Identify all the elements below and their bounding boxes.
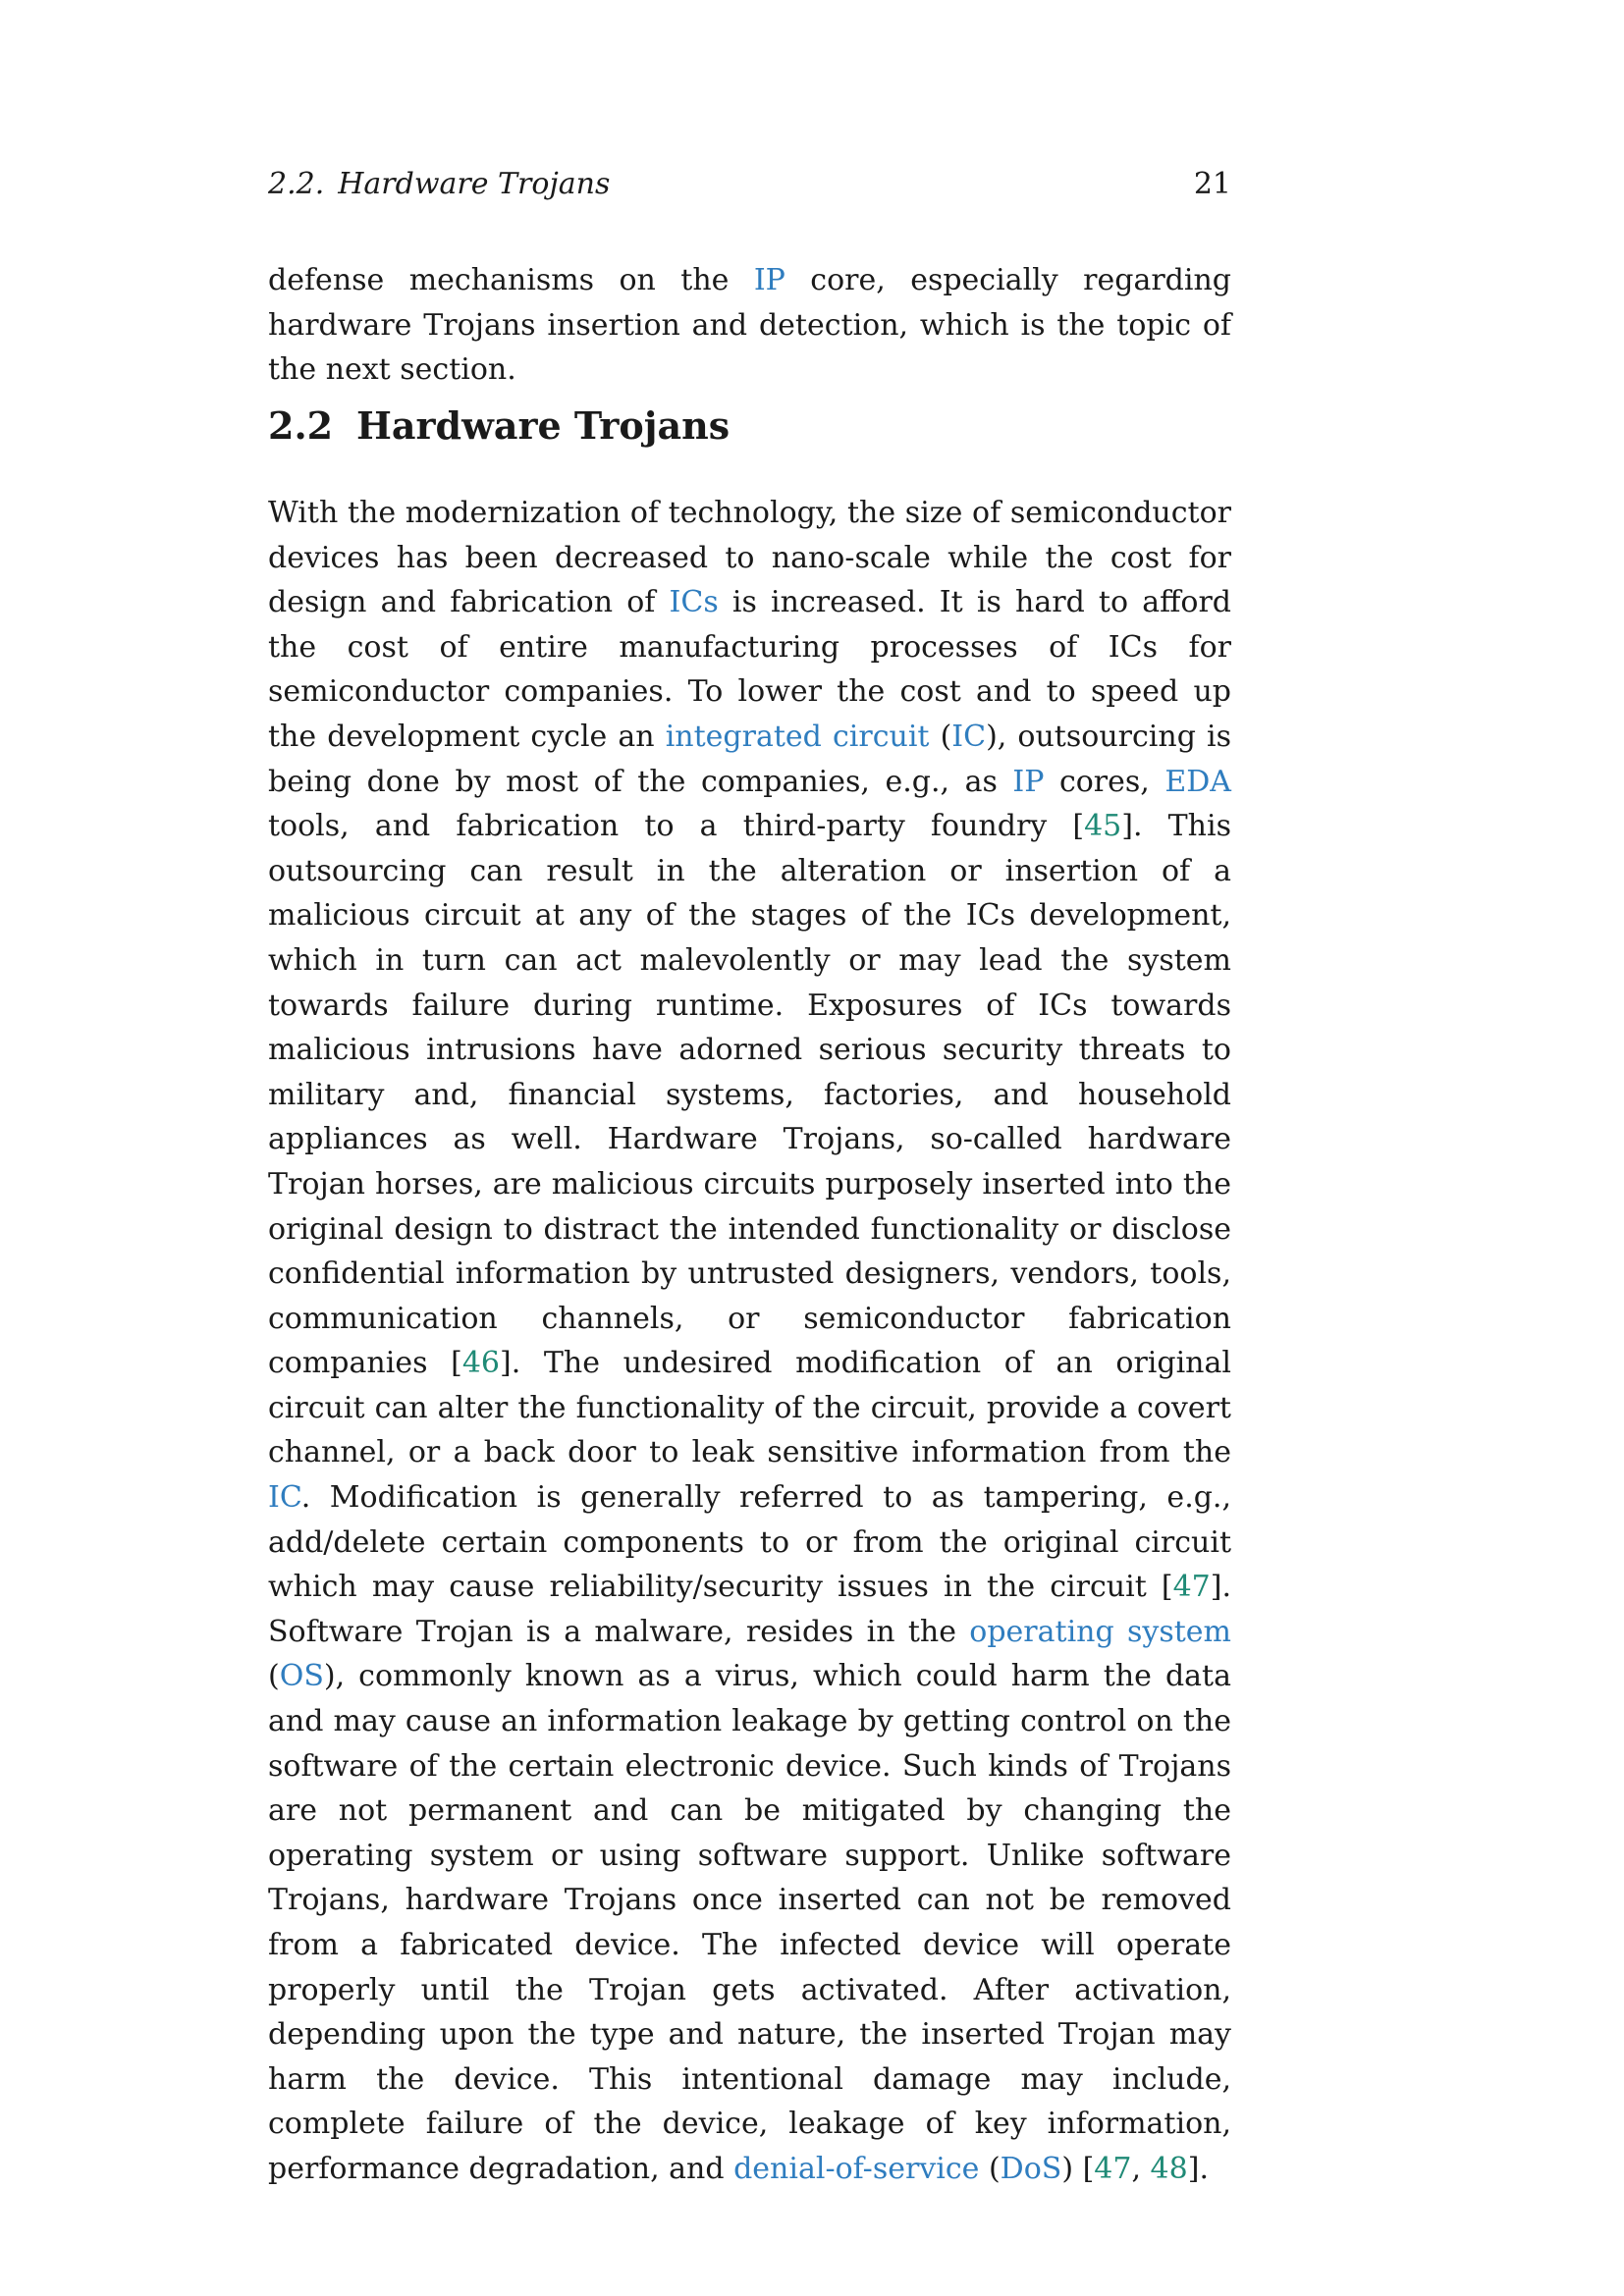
acronym-link-ic[interactable]: IC [951,719,987,754]
text-run: , [1131,2151,1151,2186]
text-run: defense mechanisms on the [268,263,754,297]
acronym-link-ip[interactable]: IP [1012,764,1045,799]
text-run: With the modernization of technology, the size of semiconductor devices has been decreased to nano-scale while the cost for design and fabrication of [268,496,1231,620]
text-run: ( [268,1659,280,1694]
acronym-link-dos[interactable]: DoS [1000,2151,1062,2186]
section-number: 2.2 [268,403,334,448]
text-run: core, especially regarding hardware Trojans insertion and detection, which is the topic of the next section. [268,263,1231,388]
acronym-link-eda[interactable]: EDA [1164,764,1231,799]
citation-link-45[interactable]: 45 [1084,809,1122,844]
text-run: tools, and fabrication to a third-party foundry [ [268,809,1085,844]
citation-link-47[interactable]: 47 [1172,1570,1211,1605]
running-header [268,165,1231,204]
glossary-link-operating-system[interactable]: operating system [969,1614,1231,1649]
glossary-link-integrated-circuit[interactable]: integrated circuit [665,719,930,754]
text-run: ), outsourcing is being done by most of the companies, e.g., as [268,719,1231,799]
text-run: ( [929,719,952,754]
text-run: ]. [1187,2151,1209,2186]
acronym-link-ics[interactable]: ICs [669,585,719,620]
intro-paragraph [268,258,1231,393]
running-section-title: Hardware Trojans [338,167,611,201]
text-run: ]. Software Trojan is a malware, resides in the [268,1570,1231,1649]
acronym-link-os[interactable]: OS [279,1659,324,1694]
acronym-link-ip[interactable]: IP [753,263,785,297]
running-title [268,165,610,204]
citation-link-47[interactable]: 47 [1094,2151,1132,2186]
text-run: cores, [1044,764,1165,799]
body-paragraph [268,491,1231,2192]
text-run: is increased. It is hard to afford the cost of entire manufacturing processes of ICs for semiconductor companies. To lower the cost and to speed up the development cycle an [268,585,1232,754]
text-run: ) [ [1061,2151,1095,2186]
text-run: ), commonly known as a virus, which could harm the data and may cause an information leakage by getting control on the software of the certain electronic device. Such kinds of Trojans are not permanent and can be mitigated by changing the operating system or using software support. Unlike software Trojans, hardware Trojans once inserted can not be removed from a fabricated device. The infected device will operate properly until the Trojan gets activated. After activation, depending upon the type and nature, the inserted Trojan may harm the device. This intentional damage may include, complete failure of the device, leakage of key information, performance degradation, and [268,1659,1231,2186]
text-run: . Modification is generally referred to as tampering, e.g., add/delete certain components to or from the original circuit which may cause reliability/security issues in the circuit [ [268,1480,1231,1605]
citation-link-48[interactable]: 48 [1150,2151,1188,2186]
text-run: ]. This outsourcing can result in the alteration or insertion of a malicious circuit at any of the stages of the ICs development, which in turn can act malevolently or may lead the system towards failure during runtime. Exposures of ICs towards malicious intrusions have adorned serious security threats to military and, financial systems, factories, and household appliances as well. Hardware Trojans, so-called hardware Trojan horses, are malicious circuits purposely inserted into the original design to distract the intended functionality or disclose confidential information by untrusted designers, vendors, tools, communication channels, or semiconductor fabrication companies [ [268,809,1231,1381]
glossary-link-denial-of-service[interactable]: denial-of-service [733,2151,980,2186]
acronym-link-ic[interactable]: IC [268,1480,301,1516]
section-title: Hardware Trojans [356,403,731,448]
section-heading [268,402,730,450]
running-section-number: 2.2. [268,167,325,201]
citation-link-46[interactable]: 46 [461,1346,500,1381]
text-run: ]. The undesired modification of an original circuit can alter the functionality of the circuit, provide a covert channel, or a back door to leak sensitive information from the [268,1346,1231,1470]
page-number: 21 [1193,167,1231,201]
text-run: ( [979,2151,1001,2186]
